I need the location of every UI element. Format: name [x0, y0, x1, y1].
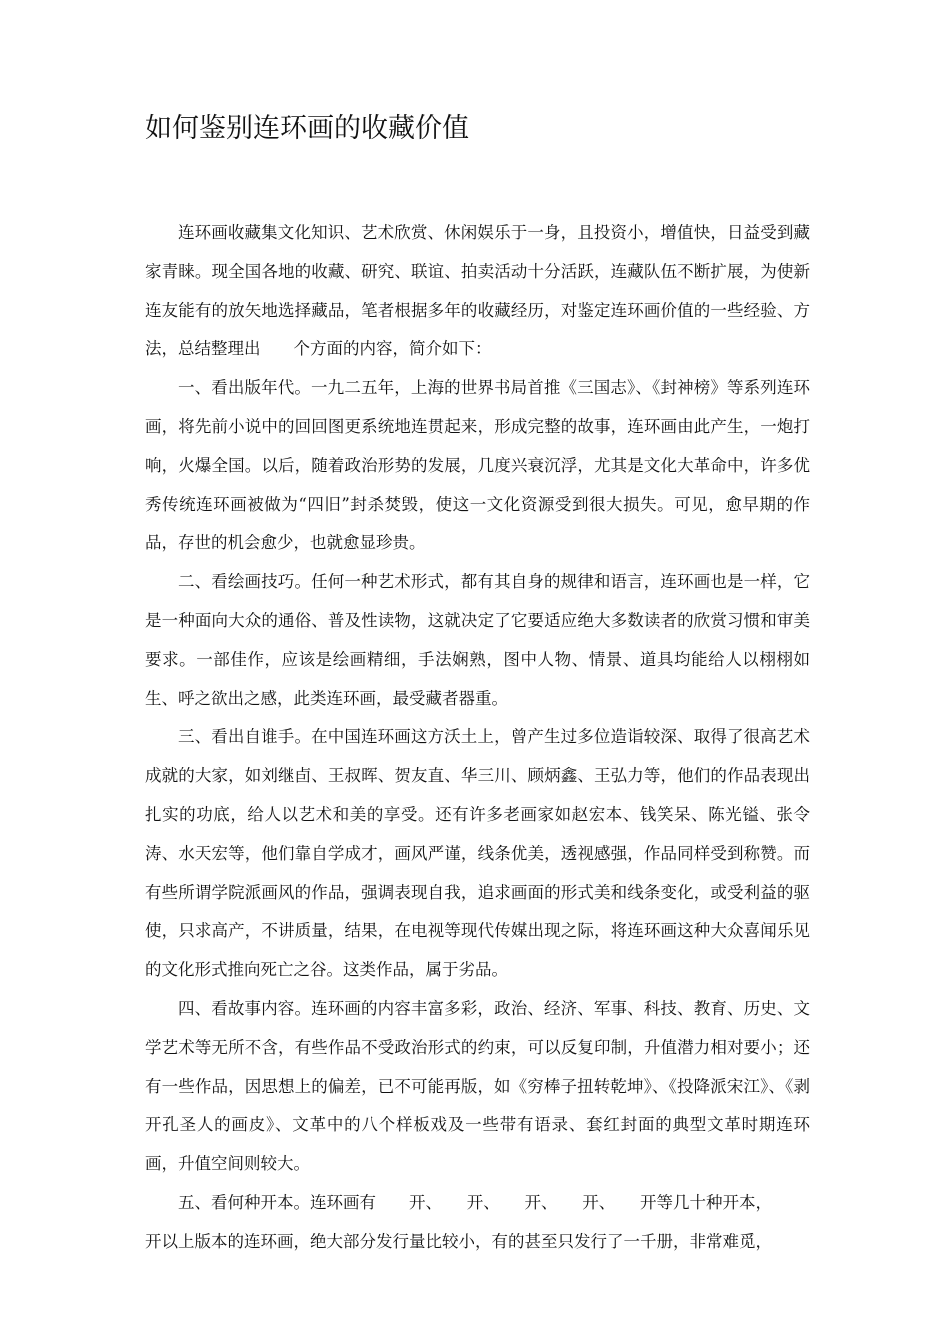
document-body [145, 214, 810, 1262]
paragraph-artist: 三、看出自谁手。在中国连环画这方沃土上，曾产生过多位造诣较深、取得了很高艺术成就的大家，如刘继卣、王叔晖、贺友直、华三川、顾炳鑫、王弘力等，他们的作品表现出扎实的功底，给人以艺术和美的享受。还有许多老画家如赵宏本、钱笑呆、陈光镒、张令涛、水天宏等，他们靠自学成才，画风严谨，线条优美，透视感强，作品同样受到称赞。而有些所谓学院派画风的作品，强调表现自我，追求画面的形式美和线条变化，或受利益的驱使，只求高产，不讲质量，结果，在电视等现代传媒出现之际，将连环画这种大众喜闻乐见的文化形式推向死亡之谷。这类作品，属于劣品。 [145, 727, 810, 980]
paragraph-publication-era: 一、看出版年代。一九二五年，上海的世界书局首推《三国志》、《封神榜》等系列连环画，将先前小说中的回回图更系统地连贯起来，形成完整的故事，连环画由此产生，一炮打响，火爆全国。以后，随着政治形势的发展，几度兴衰沉浮，尤其是文化大革命中，许多优秀传统连环画被做为“四旧”封杀焚毁，使这一文化资源受到很大损失。可见，愈早期的作品，存世的机会愈少，也就愈显珍贵。 [145, 378, 810, 553]
paragraph-format: 五、看何种开本。连环画有 开、 开、 开、 开、 开等几十种开本， [178, 1192, 772, 1212]
paragraph-story-content: 四、看故事内容。连环画的内容丰富多彩，政治、经济、军事、科技、教育、历史、文学艺术等无所不含，有些作品不受政治形式的约束，可以反复印制，升值潜力相对要小；还有一些作品，因思想上的偏差，已不可能再版，如《穷棒子扭转乾坤》、《投降派宋江》、《剥开孔圣人的画皮》、文革中的八个样板戏及一些带有语录、套红封面的典型文革时期连环画，升值空间则较大。 [145, 998, 810, 1174]
paragraph-intro: 连环画收藏集文化知识、艺术欣赏、休闲娱乐于一身，且投资小，增值快，日益受到藏家青睐。现全国各地的收藏、研究、联谊、拍卖活动十分活跃，连藏队伍不断扩展，为使新连友能有的放矢地选择藏品，笔者根据多年的收藏经历，对鉴定连环画价值的一些经验、方法，总结整理出 个方面的内容，简介如下： [145, 223, 810, 359]
paragraph-format-continued: 开以上版本的连环画，绝大部分发行量比较小，有的甚至只发行了一千册，非常难觅， [145, 1231, 772, 1251]
paragraph-drawing-skill: 二、看绘画技巧。任何一种艺术形式，都有其自身的规律和语言，连环画也是一样，它是一种面向大众的通俗、普及性读物，这就决定了它要适应绝大多数读者的欣赏习惯和审美要求。一部佳作，应该是绘画精细，手法娴熟，图中人物、情景、道具均能给人以栩栩如生、呼之欲出之感，此类连环画，最受藏者器重。 [145, 572, 810, 708]
document-title: 如何鉴别连环画的收藏价值 [145, 113, 469, 144]
